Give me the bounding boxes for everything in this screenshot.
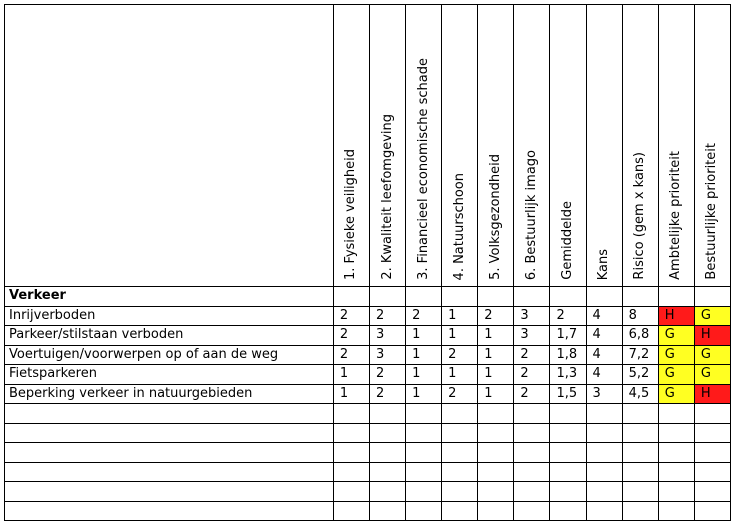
value-cell: 1 bbox=[442, 365, 478, 385]
empty-cell bbox=[5, 501, 334, 521]
value-cell: 2 bbox=[333, 306, 369, 326]
value-cell: 1 bbox=[442, 326, 478, 346]
ambtelijk-priority-cell: G bbox=[658, 384, 694, 404]
empty-cell bbox=[550, 462, 586, 482]
empty-cell bbox=[514, 423, 550, 443]
bestuurlijk-priority-cell: G bbox=[694, 345, 730, 365]
empty-cell bbox=[622, 501, 658, 521]
empty-cell bbox=[442, 482, 478, 502]
empty-cell bbox=[369, 404, 405, 424]
bestuurlijk-priority-cell: H bbox=[694, 384, 730, 404]
empty-row bbox=[5, 501, 731, 521]
column-header bbox=[369, 5, 405, 287]
empty-cell bbox=[369, 443, 405, 463]
empty-cell bbox=[406, 404, 442, 424]
empty-cell bbox=[478, 404, 514, 424]
column-header-label: Kans bbox=[596, 248, 612, 280]
row-label: Voertuigen/voorwerpen op of aan de weg bbox=[5, 345, 334, 365]
table-row bbox=[5, 345, 731, 365]
empty-cell bbox=[694, 404, 730, 424]
empty-cell bbox=[550, 501, 586, 521]
empty-cell bbox=[586, 482, 622, 502]
empty-cell bbox=[406, 501, 442, 521]
section-row bbox=[5, 287, 731, 307]
ambtelijk-priority-cell: G bbox=[658, 345, 694, 365]
value-cell: 1 bbox=[442, 306, 478, 326]
value-cell: 2 bbox=[369, 365, 405, 385]
value-cell: 4 bbox=[586, 365, 622, 385]
empty-cell bbox=[550, 482, 586, 502]
value-cell: 8 bbox=[622, 306, 658, 326]
empty-cell bbox=[694, 423, 730, 443]
empty-cell bbox=[333, 462, 369, 482]
empty-cell bbox=[658, 462, 694, 482]
empty-cell bbox=[5, 443, 334, 463]
column-header bbox=[622, 5, 658, 287]
value-cell: 1 bbox=[333, 365, 369, 385]
column-header-label: 1. Fysieke veiligheid bbox=[343, 149, 359, 280]
value-cell: 2 bbox=[442, 345, 478, 365]
empty-cell bbox=[694, 482, 730, 502]
section-empty-cell bbox=[369, 287, 405, 307]
row-label: Parkeer/stilstaan verboden bbox=[5, 326, 334, 346]
risk-matrix-table bbox=[4, 4, 731, 521]
empty-cell bbox=[514, 462, 550, 482]
empty-cell bbox=[442, 462, 478, 482]
column-header-label: 3. Financieel economische schade bbox=[415, 58, 431, 280]
value-cell: 1 bbox=[478, 345, 514, 365]
empty-cell bbox=[406, 443, 442, 463]
table-row bbox=[5, 384, 731, 404]
value-cell: 2 bbox=[333, 326, 369, 346]
value-cell: 7,2 bbox=[622, 345, 658, 365]
empty-cell bbox=[658, 423, 694, 443]
empty-cell bbox=[658, 482, 694, 502]
value-cell: 5,2 bbox=[622, 365, 658, 385]
empty-cell bbox=[478, 482, 514, 502]
value-cell: 2 bbox=[514, 384, 550, 404]
empty-cell bbox=[369, 423, 405, 443]
bestuurlijk-priority-cell: G bbox=[694, 365, 730, 385]
value-cell: 2 bbox=[514, 345, 550, 365]
value-cell: 3 bbox=[369, 345, 405, 365]
empty-cell bbox=[658, 443, 694, 463]
column-header bbox=[658, 5, 694, 287]
value-cell: 1 bbox=[406, 365, 442, 385]
value-cell: 1,5 bbox=[550, 384, 586, 404]
column-header-label: Risico (gem x kans) bbox=[632, 152, 648, 280]
empty-cell bbox=[694, 443, 730, 463]
empty-cell bbox=[478, 423, 514, 443]
section-empty-cell bbox=[478, 287, 514, 307]
section-empty-cell bbox=[658, 287, 694, 307]
table-body bbox=[5, 5, 731, 521]
empty-cell bbox=[622, 482, 658, 502]
empty-cell bbox=[658, 501, 694, 521]
section-empty-cell bbox=[622, 287, 658, 307]
empty-cell bbox=[333, 482, 369, 502]
value-cell: 3 bbox=[514, 306, 550, 326]
empty-cell bbox=[622, 462, 658, 482]
ambtelijk-priority-cell: G bbox=[658, 365, 694, 385]
header-row bbox=[5, 5, 731, 287]
empty-cell bbox=[550, 443, 586, 463]
empty-cell bbox=[369, 462, 405, 482]
table-row bbox=[5, 365, 731, 385]
empty-cell bbox=[478, 443, 514, 463]
empty-cell bbox=[622, 404, 658, 424]
empty-cell bbox=[5, 462, 334, 482]
empty-cell bbox=[694, 462, 730, 482]
value-cell: 1 bbox=[478, 326, 514, 346]
section-empty-cell bbox=[333, 287, 369, 307]
column-header-label: Ambtelijke prioriteit bbox=[668, 151, 684, 280]
empty-cell bbox=[514, 501, 550, 521]
empty-row bbox=[5, 482, 731, 502]
value-cell: 1,8 bbox=[550, 345, 586, 365]
empty-cell bbox=[442, 501, 478, 521]
value-cell: 2 bbox=[478, 306, 514, 326]
column-header bbox=[514, 5, 550, 287]
bestuurlijk-priority-cell: H bbox=[694, 326, 730, 346]
empty-cell bbox=[586, 404, 622, 424]
table-row bbox=[5, 306, 731, 326]
value-cell: 1 bbox=[333, 384, 369, 404]
empty-cell bbox=[478, 462, 514, 482]
empty-cell bbox=[586, 443, 622, 463]
value-cell: 2 bbox=[550, 306, 586, 326]
empty-row bbox=[5, 423, 731, 443]
column-header-label: 2. Kwaliteit leefomgeving bbox=[379, 114, 395, 280]
value-cell: 2 bbox=[406, 306, 442, 326]
empty-cell bbox=[333, 443, 369, 463]
value-cell: 3 bbox=[369, 326, 405, 346]
header-corner-cell bbox=[5, 5, 334, 287]
column-header bbox=[442, 5, 478, 287]
column-header bbox=[550, 5, 586, 287]
empty-cell bbox=[514, 404, 550, 424]
empty-cell bbox=[333, 404, 369, 424]
value-cell: 1,3 bbox=[550, 365, 586, 385]
column-header-label: 6. Bestuurlijk imago bbox=[523, 149, 539, 280]
empty-cell bbox=[406, 482, 442, 502]
value-cell: 4,5 bbox=[622, 384, 658, 404]
value-cell: 2 bbox=[442, 384, 478, 404]
empty-cell bbox=[333, 423, 369, 443]
empty-cell bbox=[550, 423, 586, 443]
value-cell: 2 bbox=[333, 345, 369, 365]
column-header bbox=[406, 5, 442, 287]
empty-cell bbox=[622, 423, 658, 443]
ambtelijk-priority-cell: G bbox=[658, 326, 694, 346]
empty-cell bbox=[694, 501, 730, 521]
value-cell: 3 bbox=[514, 326, 550, 346]
value-cell: 6,8 bbox=[622, 326, 658, 346]
section-empty-cell bbox=[442, 287, 478, 307]
value-cell: 2 bbox=[369, 384, 405, 404]
empty-cell bbox=[406, 462, 442, 482]
empty-cell bbox=[442, 423, 478, 443]
value-cell: 1 bbox=[406, 384, 442, 404]
value-cell: 2 bbox=[514, 365, 550, 385]
value-cell: 1 bbox=[478, 365, 514, 385]
row-label: Beperking verkeer in natuurgebieden bbox=[5, 384, 334, 404]
empty-cell bbox=[478, 501, 514, 521]
column-header bbox=[694, 5, 730, 287]
empty-cell bbox=[442, 443, 478, 463]
section-empty-cell bbox=[550, 287, 586, 307]
ambtelijk-priority-cell: H bbox=[658, 306, 694, 326]
value-cell: 1 bbox=[406, 345, 442, 365]
empty-cell bbox=[406, 423, 442, 443]
value-cell: 4 bbox=[586, 345, 622, 365]
empty-cell bbox=[514, 443, 550, 463]
column-header bbox=[333, 5, 369, 287]
section-title: Verkeer bbox=[5, 287, 334, 307]
table-row bbox=[5, 326, 731, 346]
empty-cell bbox=[550, 404, 586, 424]
empty-row bbox=[5, 443, 731, 463]
empty-cell bbox=[622, 443, 658, 463]
empty-cell bbox=[5, 482, 334, 502]
column-header-label: 4. Natuurschoon bbox=[451, 172, 467, 280]
empty-cell bbox=[586, 501, 622, 521]
empty-cell bbox=[586, 423, 622, 443]
column-header bbox=[586, 5, 622, 287]
column-header-label: 5. Volksgezondheid bbox=[487, 154, 503, 280]
empty-cell bbox=[333, 501, 369, 521]
row-label: Inrijverboden bbox=[5, 306, 334, 326]
column-header bbox=[478, 5, 514, 287]
empty-cell bbox=[369, 501, 405, 521]
value-cell: 1,7 bbox=[550, 326, 586, 346]
value-cell: 4 bbox=[586, 306, 622, 326]
empty-cell bbox=[5, 423, 334, 443]
empty-cell bbox=[658, 404, 694, 424]
section-empty-cell bbox=[514, 287, 550, 307]
column-header-label: Bestuurlijke prioriteit bbox=[704, 143, 720, 280]
empty-row bbox=[5, 462, 731, 482]
value-cell: 2 bbox=[369, 306, 405, 326]
value-cell: 1 bbox=[406, 326, 442, 346]
section-empty-cell bbox=[586, 287, 622, 307]
column-header-label: Gemiddelde bbox=[560, 201, 575, 280]
section-empty-cell bbox=[694, 287, 730, 307]
value-cell: 3 bbox=[586, 384, 622, 404]
row-label: Fietsparkeren bbox=[5, 365, 334, 385]
empty-cell bbox=[369, 482, 405, 502]
empty-row bbox=[5, 404, 731, 424]
bestuurlijk-priority-cell: G bbox=[694, 306, 730, 326]
empty-cell bbox=[442, 404, 478, 424]
value-cell: 1 bbox=[478, 384, 514, 404]
section-empty-cell bbox=[406, 287, 442, 307]
empty-cell bbox=[586, 462, 622, 482]
empty-cell bbox=[514, 482, 550, 502]
value-cell: 4 bbox=[586, 326, 622, 346]
empty-cell bbox=[5, 404, 334, 424]
